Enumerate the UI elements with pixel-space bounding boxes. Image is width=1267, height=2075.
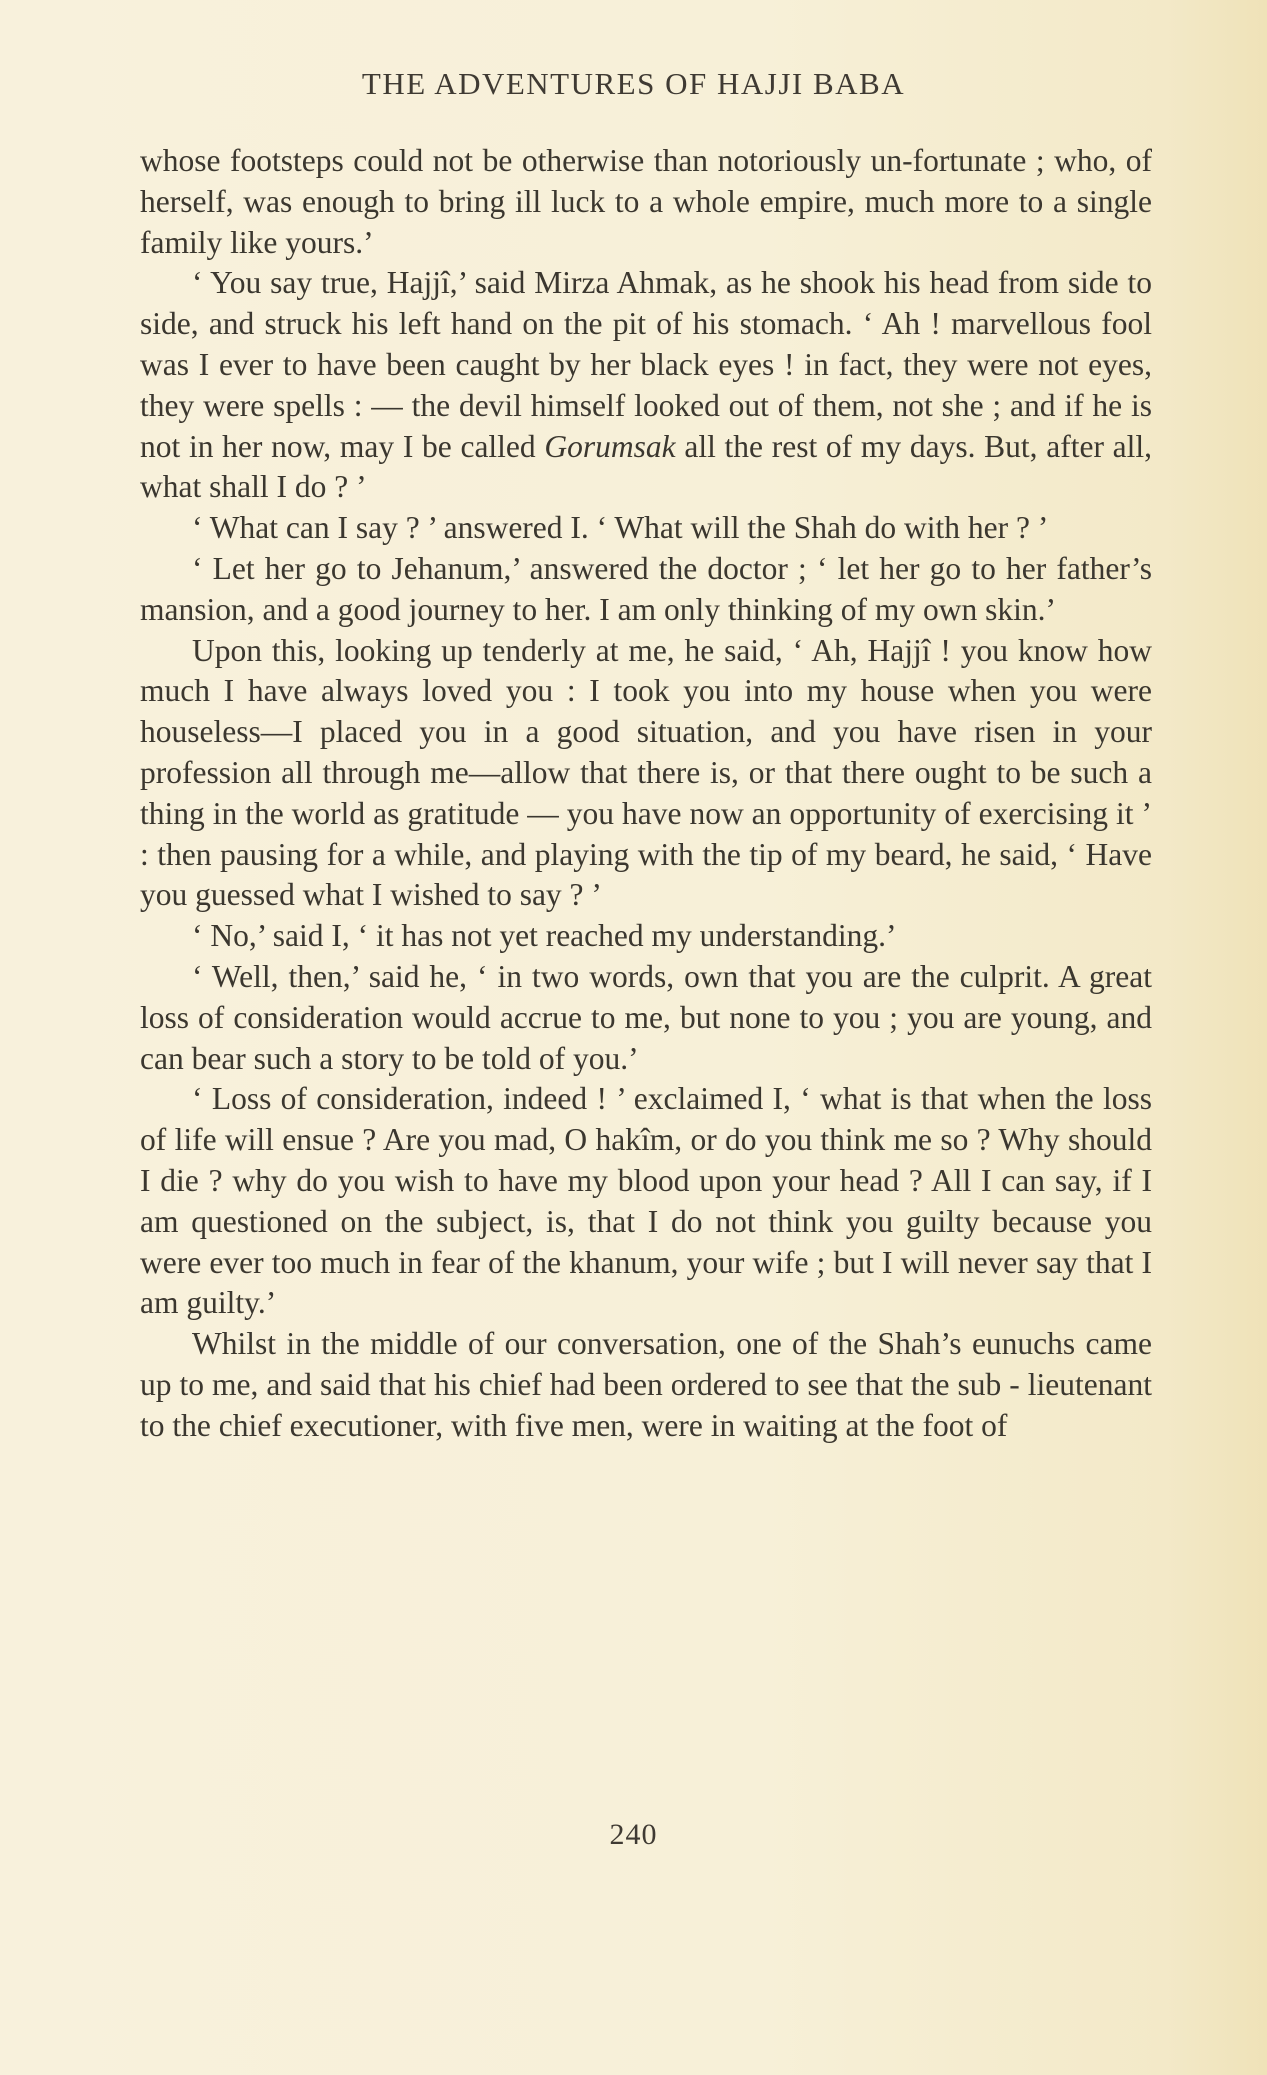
paragraph: Upon this, looking up tenderly at me, he said, ‘ Ah, Hajjî ! you know how much I have always loved you : I took you into my house when you were houseless—I placed you in a good situation, and you have risen in your profession all through me—allow that there is, or that there ought to be such a thing in the world as gratitude — you have now an opportunity of exercising it ’ : then pausing for a while, and playing with the tip of my beard, he said, ‘ Have you guessed what I wished to say ? ’: [140, 632, 1152, 913]
body-text: [140, 141, 1152, 1447]
running-head: THE ADVENTURES OF HAJJI BABA: [361, 66, 906, 101]
paragraph-text-tail: all the rest of my days. But, after all, what shall I do ? ’: [140, 428, 1153, 505]
paragraph: ‘ Loss of consideration, indeed ! ’ exclaimed I, ‘ what is that when the loss of life will ensue ? Are you mad, O hakîm, or do you think me so ? Why should I die ? why do you wish to have my blood upon your head ? All I can say, if I am questioned on the subject, is, that I do not think you guilty because you were ever too much in fear of the khanum, your wife ; but I will never say that I am guilty.’: [140, 1081, 1152, 1321]
paragraph-text: ‘ You say true, Hajjî,’ said Mirza Ahmak, as he shook his head from side to side, and struck his left hand on the pit of his stomach. ‘ Ah ! marvellous fool was I ever to have been caught by her black eyes ! in fact, they were not eyes, they were spells : — the devil himself looked out of them, not she ; and if he is not in her now, may I be called: [140, 265, 1152, 464]
italic-word: Gorumsak: [544, 428, 676, 464]
paragraph: ‘ Let her go to Jehanum,’ answered the doctor ; ‘ let her go to her father’s mansion, and a good journey to her. I am only thinking of my own skin.’: [140, 550, 1152, 627]
paragraph: ‘ Well, then,’ said he, ‘ in two words, own that you are the culprit. A great loss of consideration would accrue to me, but none to you ; you are young, and can bear such a story to be told of you.’: [140, 958, 1152, 1076]
paragraph: Whilst in the middle of our conversation, one of the Shah’s eunuchs came up to me, and said that his chief had been ordered to see that the sub - lieutenant to the chief executioner, with five men, were in waiting at the foot of: [140, 1326, 1152, 1443]
paragraph: ‘ What can I say ? ’ answered I. ‘ What will the Shah do with her ? ’: [192, 510, 1049, 546]
page-number: 240: [609, 1818, 658, 1851]
paragraph: ‘ No,’ said I, ‘ it has not yet reached my understanding.’: [192, 918, 897, 954]
paragraph: whose footsteps could not be otherwise than notoriously un-fortunate ; who, of herself, was enough to bring ill luck to a whole empire, much more to a single family like yours.’: [140, 143, 1152, 260]
paragraph: [140, 263, 1152, 508]
